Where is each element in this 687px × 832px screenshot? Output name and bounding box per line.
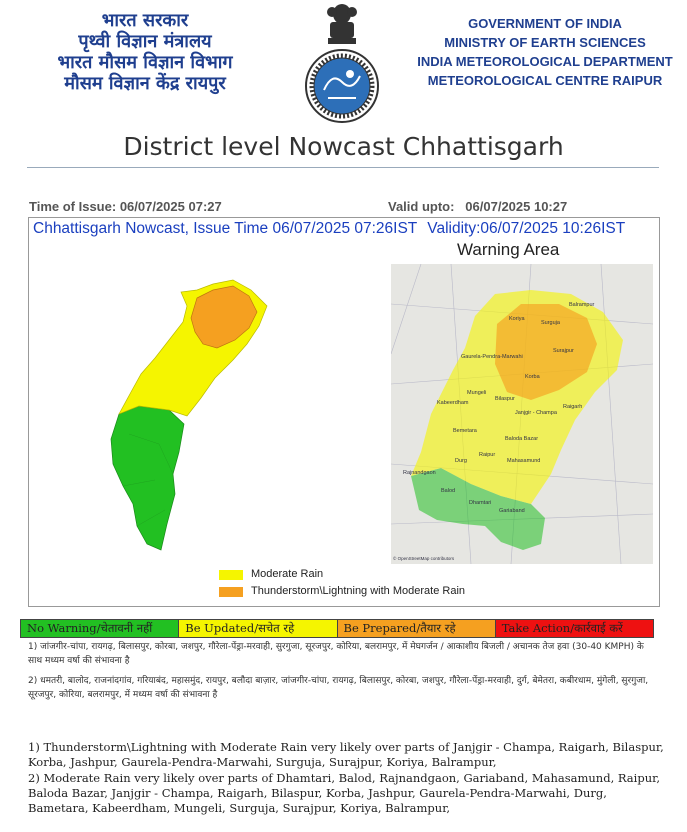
osm-label-gpm: Gaurela-Pendra-Marwahi	[461, 354, 523, 360]
osm-label-balod: Balod	[441, 488, 456, 494]
osm-label-rajnandgaon: Rajnandgaon	[403, 470, 436, 476]
valid-upto-label: Valid upto:	[388, 199, 455, 214]
osm-label-kabeerdham: Kabeerdham	[437, 400, 469, 406]
scale-take-action: Take Action/कार्रवाई करें	[496, 620, 653, 637]
legend-label: Moderate Rain	[251, 568, 324, 580]
legend-swatch	[219, 587, 243, 597]
osm-label-dhamtari: Dhamtari	[469, 500, 492, 506]
issue-time	[29, 199, 222, 214]
header-hindi-line-2: पृथ्वी विज्ञान मंत्रालय	[78, 31, 212, 52]
issue-time-value: 06/07/2025 07:27	[119, 199, 222, 214]
map-region-green	[111, 406, 184, 550]
scale-be-prepared: Be Prepared/तैयार रहे	[338, 620, 496, 637]
map-legend	[215, 564, 485, 602]
osm-label-balrampur: Balrampur	[569, 302, 595, 308]
valid-upto-value: 06/07/2025 10:27	[465, 199, 568, 214]
legend-swatch	[219, 570, 243, 580]
legend-label: Thunderstorm\Lightning with Moderate Rain	[251, 585, 466, 597]
chhattisgarh-district-map	[109, 274, 269, 554]
title-divider	[27, 167, 659, 168]
ashoka-emblem-icon	[302, 2, 382, 130]
hindi-warning-1: 1) जांजगीर-चांपा, रायगढ़, बिलासपुर, कोरबा, जशपुर, गौरेला-पेंड्रा-मरवाही, सुरगुजा, सूरजपुर, कोरिया, बलरामपुर, में मेघगर्जन / आकाशीय बिजली / अचानक तेज हवा (30-40 KMPH) के साथ मध्यम वर्षा की संभावना है	[28, 642, 644, 666]
warning-scale	[20, 619, 654, 638]
osm-label-mungeli: Mungeli	[467, 390, 487, 396]
osm-label-baloda-bazar: Baloda Bazar	[505, 436, 539, 442]
page-title: District level Nowcast Chhattisgarh	[123, 132, 564, 161]
header-english-line-2: MINISTRY OF EARTH SCIENCES	[444, 35, 646, 50]
header-english-line-4: METEOROLOGICAL CENTRE RAIPUR	[427, 73, 663, 88]
warning-area-title: Warning Area	[457, 240, 560, 259]
osm-label-mahasamund: Mahasamund	[507, 458, 541, 464]
osm-label-bemetara: Bemetara	[453, 428, 477, 434]
osm-credit: © OpenStreetMap contributors	[393, 556, 455, 561]
valid-upto	[388, 199, 567, 214]
osm-label-korba: Korba	[525, 374, 540, 380]
osm-label-surguja: Surguja	[541, 320, 560, 326]
header-hindi-line-3: भारत मौसम विज्ञान विभाग	[57, 52, 233, 73]
header-english-line-3: INDIA METEOROLOGICAL DEPARTMENT	[417, 54, 673, 69]
scale-be-updated: Be Updated/सचेत रहे	[179, 620, 337, 637]
header-english-line-1: GOVERNMENT OF INDIA	[468, 16, 622, 31]
scale-no-warning: No Warning/चेतावनी नहीं	[21, 620, 179, 637]
osm-label-raigarh: Raigarh	[563, 404, 583, 410]
header-english	[410, 14, 680, 90]
osm-warning-area-map	[391, 264, 653, 564]
osm-label-bilaspur: Bilaspur	[495, 396, 515, 402]
english-warning-1: 1) Thunderstorm\Lightning with Moderate Rain very likely over parts of Janjgir - Champa, Raigarh, Bilaspur, Korba, Jashpur, Gaurela-Pendra-Marwahi, Surguja, Surajpur, Koriya, Balrampur,	[28, 740, 664, 769]
header-hindi	[30, 10, 260, 94]
issue-time-label: Time of Issue:	[29, 199, 117, 214]
map-caption-issue: Chhattisgarh Nowcast, Issue Time 06/07/2025 07:26IST	[33, 220, 418, 237]
osm-label-koriya: Koriya	[509, 316, 525, 322]
header-hindi-line-4: मौसम विज्ञान केंद्र रायपुर	[64, 73, 226, 94]
osm-label-durg: Durg	[455, 458, 467, 464]
header-hindi-line-1: भारत सरकार	[101, 10, 189, 31]
map-caption-validity: Validity:06/07/2025 10:26IST	[427, 220, 626, 237]
osm-label-raipur: Raipur	[479, 452, 496, 458]
osm-label-gariaband: Gariaband	[499, 508, 525, 514]
map-caption	[33, 220, 635, 238]
hindi-warning-2: 2) धमतरी, बालोद, राजनांदगांव, गरियाबंद, महासमुंद, रायपुर, बलौदा बाज़ार, जांजगीर-चांपा, रायगढ़, बिलासपुर, कोरबा, जशपुर, गौरेला-पेंड्रा-मरवाही, दुर्ग, बेमेतरा, कबीरधाम, मुंगेली, सुरगुजा, सूरजपुर, कोरिया, बलरामपुर, में मध्यम वर्षा की संभावना है	[28, 676, 649, 700]
english-warning-2: 2) Moderate Rain very likely over parts of Dhamtari, Balod, Rajnandgaon, Gariaband, Mahasamund, Raipur, Baloda Bazar, Janjgir - Champa, Raigarh, Bilaspur, Korba, Jashpur, Gaurela-Pendra-Marwahi, Durg, Bametara, Kabeerdham, Mungeli, Surguja, Surajpur, Koriya, Balrampur,	[28, 771, 660, 815]
osm-label-janjgir: Janjgir - Champa	[515, 410, 557, 416]
nowcast-map-panel	[28, 217, 660, 607]
osm-label-surajpur: Surajpur	[553, 348, 574, 354]
